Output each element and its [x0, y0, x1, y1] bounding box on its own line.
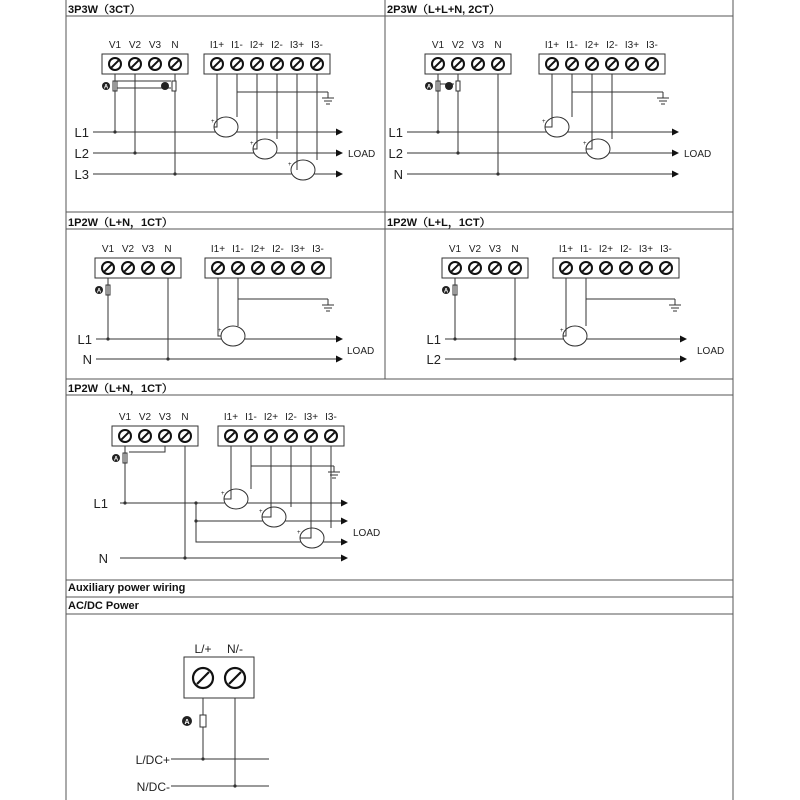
terminal-label: I3- — [660, 244, 672, 255]
terminal-label: I2- — [271, 40, 283, 51]
terminal-label: V2 — [121, 244, 135, 255]
terminal-label: I3- — [311, 40, 323, 51]
terminal-label: V1 — [118, 412, 132, 423]
terminal-label: I3+ — [290, 244, 306, 255]
terminal-label: V1 — [108, 40, 122, 51]
terminal-label: I2- — [606, 40, 618, 51]
terminal-label: I1- — [245, 412, 257, 423]
line-label: L2 — [74, 146, 89, 161]
section-title: 1P2W（L+N，1CT） — [68, 217, 173, 229]
line-label: L3 — [74, 167, 89, 182]
terminal-label: I2+ — [263, 412, 279, 423]
line-label: L2 — [426, 352, 441, 367]
aux-terminal-label: N/- — [227, 642, 243, 656]
terminal-label: I1+ — [223, 412, 239, 423]
fuse-badge-label: A — [113, 456, 119, 463]
section-title: 2P3W（L+L+N, 2CT） — [387, 4, 501, 16]
section-title: 1P2W（L+N，1CT） — [68, 383, 173, 395]
terminal-label: V1 — [448, 244, 462, 255]
ct-polarity-mark: + — [221, 491, 225, 497]
terminal-label: V3 — [471, 40, 485, 51]
ct-polarity-mark: + — [259, 509, 263, 515]
terminal-label: V1 — [431, 40, 445, 51]
ct-polarity-mark: + — [560, 328, 564, 334]
terminal-label: V1 — [101, 244, 115, 255]
line-label: L1 — [388, 125, 403, 140]
section-title: 3P3W（3CT） — [68, 4, 141, 16]
terminal-label: V3 — [488, 244, 502, 255]
ct-polarity-mark: + — [211, 119, 215, 125]
ct-polarity-mark: + — [583, 141, 587, 147]
line-label: N — [82, 352, 92, 367]
section-title: 1P2W（L+L，1CT） — [387, 217, 491, 229]
terminal-label: V2 — [451, 40, 465, 51]
terminal-label: I2- — [620, 244, 632, 255]
load-label: LOAD — [697, 346, 725, 357]
terminal-label: I1- — [580, 244, 592, 255]
fuse-badge-label: A — [426, 84, 432, 91]
terminal-label: I1- — [232, 244, 244, 255]
terminal-label: V2 — [138, 412, 152, 423]
fuse-badge-label: A — [96, 288, 102, 295]
terminal-label: I1- — [231, 40, 243, 51]
ct-polarity-mark: + — [542, 119, 546, 125]
line-label: N — [98, 551, 108, 566]
terminal-label: I2+ — [249, 40, 265, 51]
terminal-label: V3 — [141, 244, 155, 255]
terminal-label: I3+ — [303, 412, 319, 423]
terminal-label: I1+ — [558, 244, 574, 255]
terminal-label: I3+ — [289, 40, 305, 51]
terminal-label: I1+ — [209, 40, 225, 51]
terminal-label: I1+ — [210, 244, 226, 255]
line-label: L1 — [426, 332, 441, 347]
fuse-badge-label: A — [184, 719, 190, 726]
line-label: L2 — [388, 146, 403, 161]
load-label: LOAD — [347, 346, 375, 357]
terminal-label: I2- — [272, 244, 284, 255]
load-label: LOAD — [684, 149, 712, 160]
terminal-label: N — [494, 40, 502, 51]
line-label: L/DC+ — [135, 753, 170, 767]
terminal-label: V2 — [468, 244, 482, 255]
terminal-label: I3+ — [624, 40, 640, 51]
ct-polarity-mark: + — [218, 328, 222, 334]
terminal-label: N — [164, 244, 172, 255]
line-label: N — [393, 167, 403, 182]
terminal-label: I2+ — [598, 244, 614, 255]
ct-polarity-mark: + — [250, 141, 254, 147]
terminal-label: I3- — [325, 412, 337, 423]
ct-polarity-mark: + — [288, 162, 292, 168]
line-label: L1 — [93, 496, 108, 511]
terminal-label: N — [171, 40, 179, 51]
terminal-label: N — [181, 412, 189, 423]
terminal-label: I1+ — [544, 40, 560, 51]
auxiliary-title: Auxiliary power wiring — [68, 582, 186, 594]
terminal-label: N — [511, 244, 519, 255]
terminal-label: I3- — [646, 40, 658, 51]
auxiliary-subtitle: AC/DC Power — [68, 600, 139, 612]
load-label: LOAD — [353, 528, 381, 539]
terminal-label: I3- — [312, 244, 324, 255]
terminal-label: I2- — [285, 412, 297, 423]
terminal-label: V3 — [158, 412, 172, 423]
terminal-label: I2+ — [584, 40, 600, 51]
load-label: LOAD — [348, 149, 376, 160]
terminal-label: I3+ — [638, 244, 654, 255]
line-label: L1 — [77, 332, 92, 347]
ct-polarity-mark: + — [297, 530, 301, 536]
terminal-label: V2 — [128, 40, 142, 51]
fuse-badge-label: A — [443, 288, 449, 295]
line-label: N/DC- — [136, 780, 170, 794]
terminal-label: I2+ — [250, 244, 266, 255]
fuse-badge-label: A — [103, 84, 109, 91]
terminal-label: I1- — [566, 40, 578, 51]
aux-terminal-label: L/+ — [194, 642, 212, 656]
line-label: L1 — [74, 125, 89, 140]
terminal-label: V3 — [148, 40, 162, 51]
